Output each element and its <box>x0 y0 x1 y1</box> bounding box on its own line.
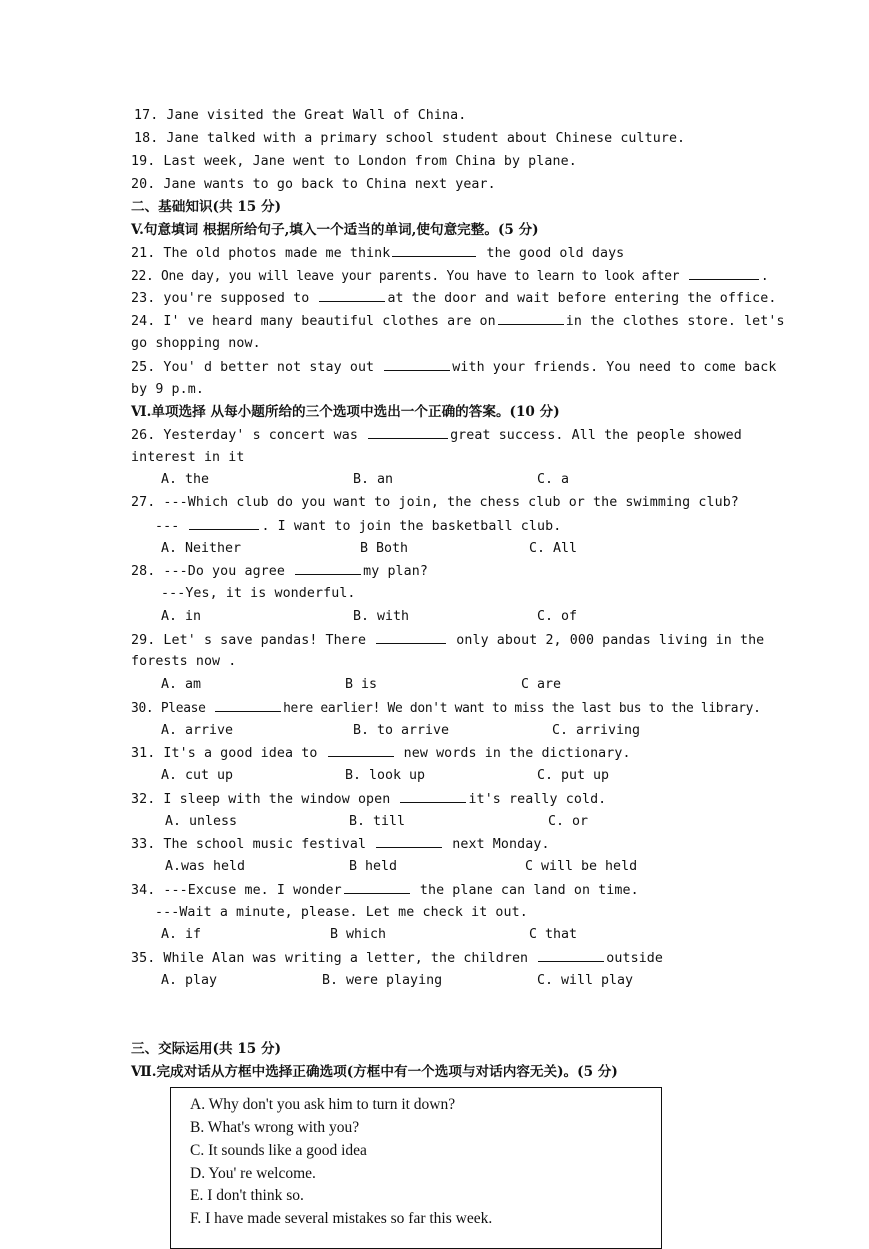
question-28-tail: my plan? <box>363 564 428 579</box>
reading-item-20: 20. Jane wants to go back to China next year. <box>131 177 496 192</box>
question-24 <box>131 312 785 331</box>
question-35 <box>131 949 663 968</box>
box-option-b: B. What's wrong with you? <box>190 1119 360 1136</box>
answer-blank-28[interactable] <box>295 562 361 575</box>
question-22-text: 22. One day, you will leave your parents. You have to learn to look after <box>131 269 680 284</box>
option-31-c[interactable]: C. put up <box>537 768 610 783</box>
option-34-c[interactable]: C that <box>529 927 578 942</box>
option-33-c[interactable]: C will be held <box>525 859 638 874</box>
section-2-title: 二、基础知识(共 15 分) <box>131 199 281 215</box>
option-29-c[interactable]: C are <box>521 677 562 692</box>
question-32-text: 32. I sleep with the window open <box>131 792 391 807</box>
question-26-text: 26. Yesterday' s concert was <box>131 428 358 443</box>
question-26-tail: great success. All the people showed <box>450 428 742 443</box>
option-30-a[interactable]: A. arrive <box>161 723 234 738</box>
question-31-tail: new words in the dictionary. <box>403 746 631 761</box>
box-option-e: E. I don't think so. <box>190 1187 304 1204</box>
answer-blank-26[interactable] <box>368 426 448 439</box>
question-23 <box>131 289 777 308</box>
question-30 <box>131 699 761 718</box>
option-31-b[interactable]: B. look up <box>345 768 426 783</box>
option-33-b[interactable]: B held <box>349 859 398 874</box>
option-30-c[interactable]: C. arriving <box>552 723 641 738</box>
reading-item-18: 18. Jane talked with a primary school student about Chinese culture. <box>134 131 686 146</box>
answer-blank-30[interactable] <box>215 699 281 712</box>
option-27-b[interactable]: B Both <box>360 541 409 556</box>
part-6-title: Ⅵ.单项选择 从每小题所给的三个选项中选出一个正确的答案。(10 分) <box>131 404 560 420</box>
question-29-tail: only about 2, 000 pandas living in the <box>456 633 765 648</box>
question-34-reply: ---Wait a minute, please. Let me check it out. <box>155 905 528 920</box>
answer-blank-34[interactable] <box>344 881 410 894</box>
answer-blank-25[interactable] <box>384 358 450 371</box>
question-25-tail: with your friends. You need to come back <box>452 360 777 375</box>
box-option-c: C. It sounds like a good idea <box>190 1142 367 1159</box>
question-25-continued: by 9 p.m. <box>131 382 204 397</box>
option-32-c[interactable]: C. or <box>548 814 589 829</box>
question-23-text: 23. you're supposed to <box>131 291 310 306</box>
box-option-f: F. I have made several mistakes so far this week. <box>190 1210 493 1227</box>
option-35-b[interactable]: B. were playing <box>322 973 443 988</box>
question-24-continued: go shopping now. <box>131 336 261 351</box>
question-27-tail: . I want to join the basketball club. <box>261 519 562 534</box>
answer-blank-29[interactable] <box>376 631 446 644</box>
question-29-text: 29. Let' s save pandas! There <box>131 633 367 648</box>
question-21-tail: the good old days <box>486 246 625 261</box>
answer-blank-21[interactable] <box>392 244 476 257</box>
answer-blank-24[interactable] <box>498 312 564 325</box>
question-29-continued: forests now . <box>131 654 237 669</box>
answer-blank-23[interactable] <box>319 289 385 302</box>
box-option-a: A. Why don't you ask him to turn it down? <box>190 1096 456 1113</box>
question-23-tail: at the door and wait before entering the office. <box>387 291 777 306</box>
option-34-a[interactable]: A. if <box>161 927 202 942</box>
question-24-tail: in the clothes store. let's <box>565 314 785 329</box>
option-32-b[interactable]: B. till <box>349 814 406 829</box>
question-22 <box>131 267 768 286</box>
question-34-tail: the plane can land on time. <box>419 883 639 898</box>
question-22-tail: . <box>760 269 769 284</box>
question-35-tail: outside <box>606 951 664 966</box>
option-33-a[interactable]: A.was held <box>165 859 246 874</box>
option-30-b[interactable]: B. to arrive <box>353 723 450 738</box>
question-33 <box>131 835 550 854</box>
question-33-text: 33. The school music festival <box>131 837 367 852</box>
option-28-b[interactable]: B. with <box>353 609 410 624</box>
question-32 <box>131 790 606 809</box>
question-21 <box>131 244 624 263</box>
option-26-b[interactable]: B. an <box>353 472 394 487</box>
answer-blank-33[interactable] <box>376 835 442 848</box>
question-25-text: 25. You' d better not stay out <box>131 360 375 375</box>
question-25 <box>131 358 777 377</box>
question-24-text: 24. I' ve heard many beautiful clothes are on <box>131 314 496 329</box>
question-32-tail: it's really cold. <box>468 792 607 807</box>
option-28-c[interactable]: C. of <box>537 609 578 624</box>
option-32-a[interactable]: A. unless <box>165 814 238 829</box>
question-30-text: 30. Please <box>131 701 206 716</box>
question-31 <box>131 744 631 763</box>
option-31-a[interactable]: A. cut up <box>161 768 234 783</box>
question-30-tail: here earlier! We don't want to miss the last bus to the library. <box>283 701 761 716</box>
question-26 <box>131 426 742 445</box>
option-27-a[interactable]: A. Neither <box>161 541 242 556</box>
box-option-d: D. You' re welcome. <box>190 1165 316 1182</box>
question-27-answer-line <box>155 517 561 536</box>
question-28 <box>131 562 428 581</box>
question-34-text: 34. ---Excuse me. I wonder <box>131 883 342 898</box>
question-33-tail: next Monday. <box>452 837 550 852</box>
option-35-a[interactable]: A. play <box>161 973 218 988</box>
reading-item-17: 17. Jane visited the Great Wall of China. <box>134 108 467 123</box>
question-28-reply: ---Yes, it is wonderful. <box>161 586 356 601</box>
answer-blank-31[interactable] <box>328 744 394 757</box>
question-34 <box>131 881 639 900</box>
answer-blank-35[interactable] <box>538 949 604 962</box>
question-21-text: 21. The old photos made me think <box>131 246 391 261</box>
option-29-a[interactable]: A. am <box>161 677 202 692</box>
question-27-dash: --- <box>155 519 180 534</box>
question-31-text: 31. It's a good idea to <box>131 746 318 761</box>
question-35-text: 35. While Alan was writing a letter, the children <box>131 951 529 966</box>
section-3-title: 三、交际运用(共 15 分) <box>131 1041 281 1057</box>
option-34-b[interactable]: B which <box>330 927 387 942</box>
option-35-c[interactable]: C. will play <box>537 973 634 988</box>
answer-blank-27[interactable] <box>189 517 259 530</box>
question-27: 27. ---Which club do you want to join, the chess club or the swimming club? <box>131 495 739 510</box>
answer-blank-22[interactable] <box>689 267 759 280</box>
part-5-title: V.句意填词 根据所给句子,填入一个适当的单词,使句意完整。(5 分) <box>131 222 539 238</box>
question-28-text: 28. ---Do you agree <box>131 564 286 579</box>
option-26-a[interactable]: A. the <box>161 472 210 487</box>
answer-blank-32[interactable] <box>400 790 466 803</box>
option-29-b[interactable]: B is <box>345 677 378 692</box>
reading-item-19: 19. Last week, Jane went to London from China by plane. <box>131 154 577 169</box>
option-27-c[interactable]: C. All <box>529 541 578 556</box>
option-26-c[interactable]: C. a <box>537 472 570 487</box>
option-28-a[interactable]: A. in <box>161 609 202 624</box>
question-26-continued: interest in it <box>131 450 245 465</box>
part-7-title: Ⅶ.完成对话从方框中选择正确选项(方框中有一个选项与对话内容无关)。(5 分) <box>131 1064 618 1080</box>
question-29 <box>131 631 764 650</box>
